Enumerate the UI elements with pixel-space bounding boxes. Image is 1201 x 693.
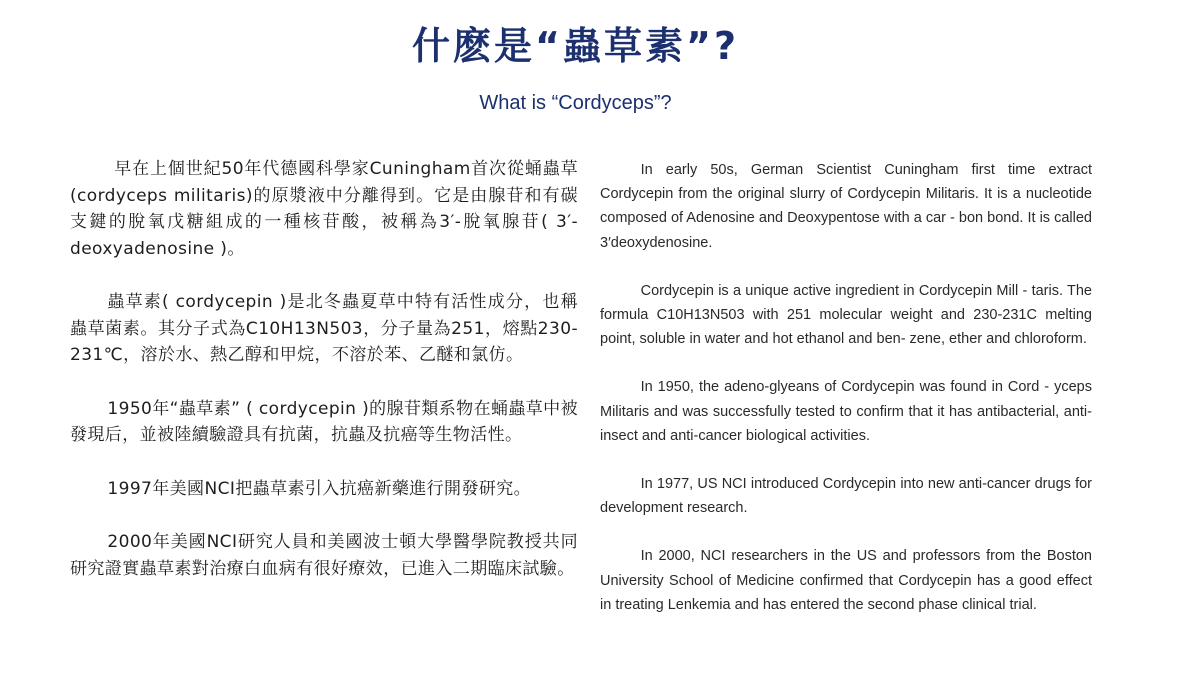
page-subtitle: What is “Cordyceps”? (479, 92, 672, 114)
page-title: 什麽是“蟲草素”? (412, 24, 739, 68)
zh-paragraph-4: 1997年美國NCI把蟲草素引入抗癌新藥進行開發研究。 (107, 478, 532, 499)
en-paragraph-3: In 1950, the adeno-glyeans of Cordycepin was found in Cord - yceps Militaris and was successfully tested to confirm that it has antibacterial, anti-insect and anti-cancer biological activities. (600, 379, 1092, 444)
zh-paragraph-3: 1950年“蟲草素” ( cordycepin )的腺苷類系物在蛹蟲草中被發現后，並被陸續驗證具有抗菌，抗蟲及抗癌等生物活性。 (70, 398, 578, 445)
zh-paragraph-1: 早在上個世紀50年代德國科學家Cuningham首次從蛹蟲草(cordyceps militaris)的原漿液中分離得到。它是由腺苷和有碳支鍵的脫氧戊糖組成的一種核苷酸，被稱為3′-脫氧腺苷( 3′-deoxyadenosine )。 (70, 159, 578, 259)
en-paragraph-2: Cordycepin is a unique active ingredient in Cordycepin Mill - taris. The formula C10H13N503 with 251 molecular weight and 230-231C melting point, soluble in water and hot ethanol and ben- zene, ether and chloroform. (600, 282, 1092, 348)
zh-paragraph-2: 蟲草素( cordycepin )是北冬蟲夏草中特有活性成分，也稱蟲草菌素。其分子式為C10H13N503，分子量為251，熔點230-231℃，溶於水、熱乙醇和甲烷，不溶於苯、乙醚和氯仿。 (70, 292, 578, 365)
en-paragraph-1: In early 50s, German Scientist Cuningham first time extract Cordycepin from the original slurry of Cordycepin Militaris. It is a nucleotide composed of Adenosine and Deoxypentose with a car - bon bond. It is called 3′deoxydenosine. (600, 162, 1092, 251)
zh-paragraph-5: 2000年美國NCI研究人員和美國波士頓大學醫學院教授共同研究證實蟲草素對治療白血病有很好療效，已進入二期臨床試驗。 (70, 532, 578, 579)
english-column (600, 158, 1092, 617)
chinese-column (70, 156, 578, 582)
en-paragraph-4: In 1977, US NCI introduced Cordycepin into new anti-cancer drugs for development research. (600, 476, 1092, 517)
en-paragraph-5: In 2000, NCI researchers in the US and professors from the Boston University School of Medicine confirmed that Cordycepin has a good effect in treating Lenkemia and has entered the second phase clinical trial. (600, 548, 1092, 613)
